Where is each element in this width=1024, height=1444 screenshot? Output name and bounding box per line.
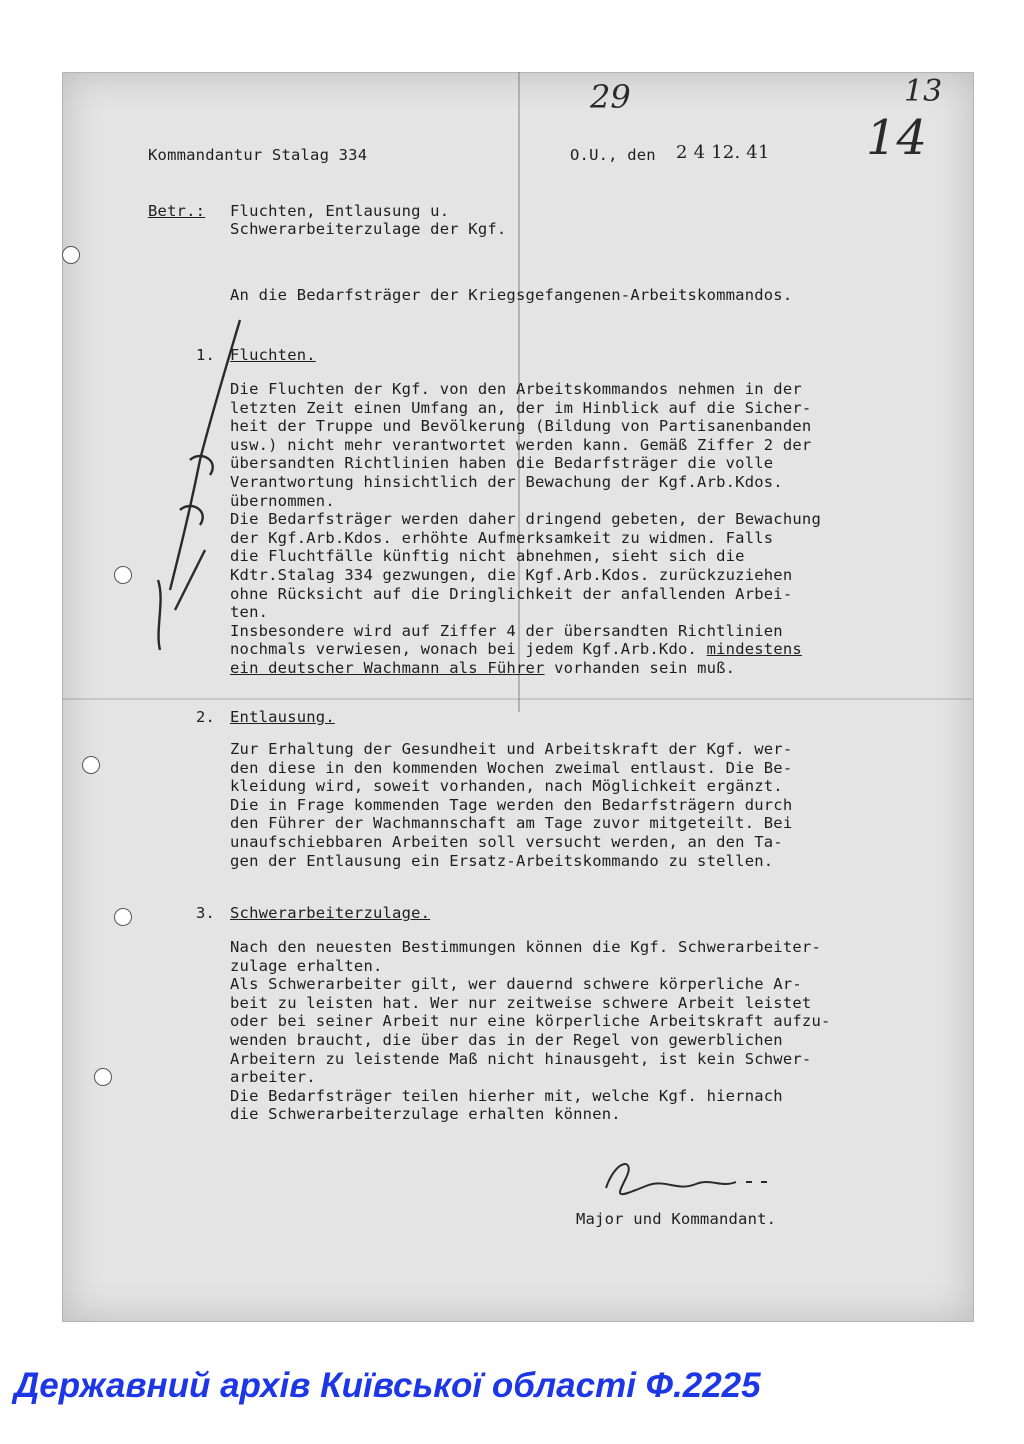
body-line: beit zu leisten hat. Wer nur zeitweise schwere Arbeit leistet bbox=[230, 993, 812, 1012]
subject-line-2: Schwerarbeiterzulage der Kgf. bbox=[230, 220, 507, 238]
punch-hole bbox=[82, 756, 100, 774]
page-number-top-right: 13 bbox=[904, 74, 943, 109]
section-title-schwerarbeiterzulage: Schwerarbeiterzulage. bbox=[230, 904, 431, 922]
section-number: 2. bbox=[196, 708, 216, 726]
body-line: den diese in den kommenden Wochen zweimal entlaust. Die Be- bbox=[230, 758, 793, 777]
body-line bbox=[230, 659, 821, 678]
body-line: heit der Truppe und Bevölkerung (Bildung von Partisanenbanden bbox=[230, 417, 812, 436]
body-text: vorhanden sein muß. bbox=[544, 658, 736, 677]
place-date-label: O.U., den bbox=[570, 146, 656, 164]
section-number: 3. bbox=[196, 904, 216, 922]
section-title-entlausung: Entlausung. bbox=[230, 708, 335, 726]
body-line: wenden braucht, die über das in der Regel von gewerblichen bbox=[230, 1030, 783, 1049]
office-header: Kommandantur Stalag 334 bbox=[148, 146, 368, 164]
body-line: unaufschiebbaren Arbeiten soll versucht werden, an den Ta- bbox=[230, 832, 783, 851]
body-line: zulage erhalten. bbox=[230, 956, 383, 975]
underlined-text: mindestens bbox=[706, 640, 802, 659]
punch-hole bbox=[114, 908, 132, 926]
section-number: 1. bbox=[196, 346, 216, 364]
punch-hole bbox=[62, 246, 80, 264]
body-line: Die Fluchten der Kgf. von den Arbeitskommandos nehmen in der bbox=[230, 380, 802, 398]
body-line: kleidung wird, soweit vorhanden, nach Möglichkeit ergänzt. bbox=[230, 777, 783, 796]
signature bbox=[596, 1148, 796, 1208]
body-line: Insbesondere wird auf Ziffer 4 der übersandten Richtlinien bbox=[230, 621, 783, 640]
addressee: An die Bedarfsträger der Kriegsgefangenen-Arbeitskommandos. bbox=[230, 286, 793, 304]
body-line: Kdtr.Stalag 334 gezwungen, die Kgf.Arb.Kdos. zurückzuziehen bbox=[230, 565, 793, 584]
body-line: der Kgf.Arb.Kdos. erhöhte Aufmerksamkeit zu widmen. Falls bbox=[230, 528, 774, 547]
signature-title: Major und Kommandant. bbox=[576, 1210, 777, 1228]
archive-caption: Державний архів Київської області Ф.2225 bbox=[14, 1366, 761, 1405]
body-line: übernommen. bbox=[230, 491, 335, 510]
document-date: 2 4 12. 41 bbox=[676, 142, 770, 163]
body-line: den Führer der Wachmannschaft am Tage zuvor mitgeteilt. Bei bbox=[230, 814, 793, 833]
body-text: nochmals verwiesen, wonach bei jedem Kgf.Arb.Kdo. bbox=[230, 640, 707, 659]
body-line: Als Schwerarbeiter gilt, wer dauernd schwere körperliche Ar- bbox=[230, 975, 802, 994]
subject-label: Betr.: bbox=[148, 202, 206, 220]
body-line: Die Bedarfsträger teilen hierher mit, welche Kgf. hiernach bbox=[230, 1086, 783, 1105]
body-line: arbeiter. bbox=[230, 1068, 316, 1087]
body-line: letzten Zeit einen Umfang an, der im Hinblick auf die Sicher- bbox=[230, 398, 812, 417]
body-line: usw.) nicht mehr verantwortet werden kann. Gemäß Ziffer 2 der bbox=[230, 435, 812, 454]
section-body-entlausung bbox=[230, 740, 792, 870]
body-line: ten. bbox=[230, 603, 269, 622]
body-line: die Fluchtfälle künftig nicht abnehmen, sieht sich die bbox=[230, 547, 745, 566]
subject-line-1: Fluchten, Entlausung u. bbox=[230, 202, 450, 220]
body-line: Verantwortung hinsichtlich der Bewachung der Kgf.Arb.Kdos. bbox=[230, 472, 783, 491]
body-line bbox=[230, 640, 821, 659]
corner-mark: 14 bbox=[866, 110, 928, 166]
body-line: Zur Erhaltung der Gesundheit und Arbeitskraft der Kgf. wer- bbox=[230, 740, 793, 758]
body-line: oder bei seiner Arbeit nur eine körperliche Arbeitskraft aufzu- bbox=[230, 1012, 831, 1031]
body-line: Nach den neuesten Bestimmungen können die Kgf. Schwerarbeiter- bbox=[230, 938, 821, 956]
page-number-handwritten: 29 bbox=[590, 78, 631, 116]
body-line: ohne Rücksicht auf die Dringlichkeit der anfallenden Arbei- bbox=[230, 584, 793, 603]
body-line: die Schwerarbeiterzulage erhalten können. bbox=[230, 1105, 621, 1124]
fold-line-horizontal bbox=[62, 698, 972, 700]
body-line: Arbeitern zu leistende Maß nicht hinausgeht, ist kein Schwer- bbox=[230, 1049, 812, 1068]
section-title-fluchten: Fluchten. bbox=[230, 346, 316, 364]
handwritten-margin-note bbox=[130, 310, 260, 670]
underlined-text: ein deutscher Wachmann als Führer bbox=[230, 658, 545, 677]
section-body-fluchten bbox=[230, 380, 821, 678]
body-line: Die in Frage kommenden Tage werden den Bedarfsträgern durch bbox=[230, 795, 793, 814]
body-line: Die Bedarfsträger werden daher dringend gebeten, der Bewachung bbox=[230, 510, 821, 529]
body-line: gen der Entlausung ein Ersatz-Arbeitskommando zu stellen. bbox=[230, 851, 774, 870]
body-line: übersandten Richtlinien haben die Bedarfsträger die volle bbox=[230, 454, 774, 473]
punch-hole bbox=[94, 1068, 112, 1086]
section-body-schwerarbeiterzulage bbox=[230, 938, 831, 1124]
